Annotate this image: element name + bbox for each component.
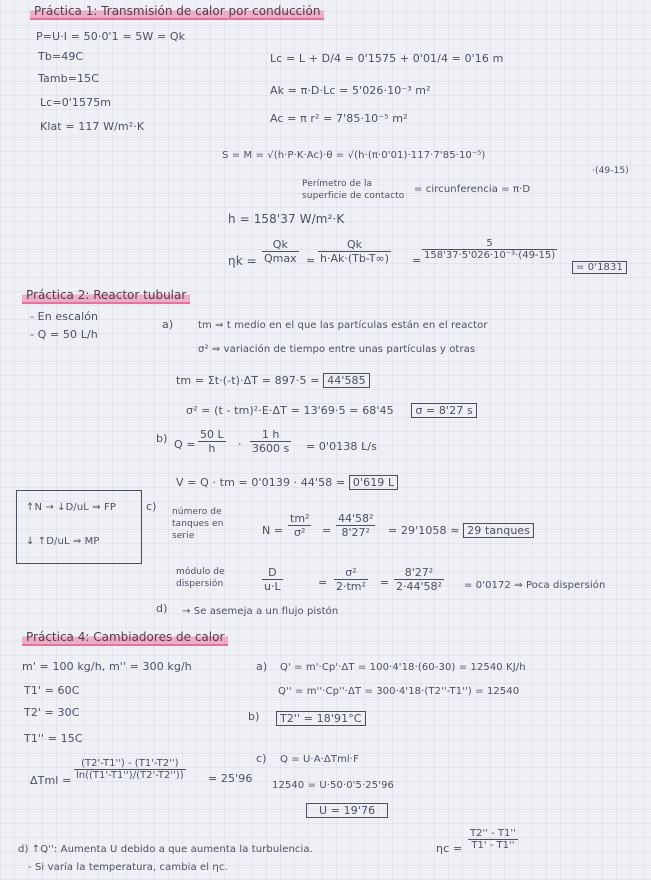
p1-s-eq: S = M = √(h·P·K·Ac)·θ = √(h·(π·0'01)·117·7'85·10⁻⁵) — [222, 150, 486, 161]
p2-n-frac-1 — [288, 512, 311, 539]
p2-mod-frac-2-num: σ² — [334, 566, 368, 580]
p2-n-lhs: N = — [262, 524, 284, 537]
p2-mod-frac-3-den: 2·44'58² — [396, 580, 442, 593]
p2-n-frac-1-den: σ² — [294, 526, 306, 539]
p4-a-label: a) — [256, 660, 268, 673]
p4-eta-den: T1' - T1'' — [471, 840, 515, 851]
p4-dtml-frac — [74, 758, 186, 781]
p1-s-right: ·(49-15) — [592, 166, 629, 176]
p1-eta-frac-2-num: Qk — [318, 238, 391, 252]
p2-n-frac-2 — [336, 512, 375, 539]
p2-n-result: 29 tanques — [463, 523, 534, 538]
p2-n-approx — [388, 524, 534, 537]
p2-tm-eq — [176, 374, 370, 387]
p2-d-text: → Se asemeja a un flujo pistón — [182, 606, 339, 617]
p2-q-frac-1-num: 50 L — [200, 428, 224, 441]
p2-tm-eq-text: tm = Σt·(-t)·ΔT = 897·5 = — [176, 374, 320, 387]
p2-q-frac-2 — [250, 428, 291, 455]
p4-dtml-rhs: = 25'96 — [208, 772, 253, 785]
p1-lc-eq: Lc = L + D/4 = 0'1575 + 0'01/4 = 0'16 m — [270, 52, 504, 65]
p2-sigma-eq-text: σ² = (t - tm)²·E·ΔT = 13'69·5 = 68'45 — [186, 404, 394, 417]
p2-mod-eq-sign-2: = — [380, 576, 390, 589]
p1-eta-eq-sign-2: = — [412, 254, 422, 267]
practica-4-title: Práctica 4: Cambiadores de calor — [22, 630, 228, 646]
p2-mod-frac-1 — [262, 566, 283, 593]
p4-dtml-num: (T2'-T1'') - (T1'-T2'') — [74, 758, 186, 770]
p2-q-rhs: = 0'0138 L/s — [306, 440, 377, 453]
p1-lc-value: Lc=0'1575m — [40, 96, 112, 109]
p2-mod-frac-3 — [394, 566, 444, 593]
p1-ak-eq: Ak = π·D·Lc = 5'026·10⁻³ m² — [270, 84, 431, 97]
p2-n-eq-sign: = — [322, 524, 332, 537]
p2-mod-frac-3-num: 8'27² — [394, 566, 444, 580]
p2-d-label: d) — [156, 602, 168, 615]
p1-eta-frac-1 — [262, 238, 299, 265]
p2-tm-result: 44'585 — [323, 373, 370, 388]
p4-eta-lhs: ηc = — [436, 842, 463, 855]
p2-condition-2: - Q = 50 L/h — [30, 328, 98, 341]
p4-eta-frac — [468, 828, 518, 851]
practica-1-title: Práctica 1: Transmisión de calor por conducción — [30, 4, 324, 20]
p4-b-label: b) — [248, 710, 260, 723]
p2-v-eq — [176, 476, 398, 489]
p2-v-eq-text: V = Q · tm = 0'0139 · 44'58 = — [176, 476, 346, 489]
p1-eta-frac-2 — [318, 238, 391, 265]
p2-q-frac-1 — [198, 428, 226, 455]
p4-dtml-lhs: ΔTml = — [30, 774, 72, 787]
p4-q1-eq: Q' = m'·Cp'·ΔT = 100·4'18·(60-30) = 12540 KJ/h — [280, 662, 526, 673]
p1-k: Klat = 117 W/m²·K — [40, 120, 145, 133]
p2-c-label: c) — [146, 500, 157, 513]
p1-tamb: Tamb=15C — [38, 72, 100, 85]
p4-c-label: c) — [256, 752, 267, 765]
p4-d-last: - Si varía la temperatura, cambia el ηc. — [28, 862, 228, 873]
p1-ac-eq: Ac = π r² = 7'85·10⁻⁵ m² — [270, 112, 408, 125]
p1-eta-frac-3 — [422, 238, 557, 261]
p1-eta-lhs: ηk = — [228, 254, 257, 268]
p1-eta-frac-3-num: 5 — [422, 238, 557, 250]
p2-a-label: a) — [162, 318, 174, 331]
p2-q-frac-2-num: 1 h — [250, 428, 291, 442]
p2-q-lhs: Q = — [174, 438, 196, 451]
p1-h-eq: h = 158'37 W/m²·K — [228, 212, 345, 226]
p2-condition-1: - En escalón — [30, 310, 99, 323]
p1-tb: Tb=49C — [38, 50, 84, 63]
p4-b-result: T2'' = 18'91°C — [276, 711, 366, 726]
p4-c-eq1: Q = U·A·ΔTml·F — [280, 754, 359, 765]
practica-2-title: Práctica 2: Reactor tubular — [22, 288, 190, 304]
p4-q2-eq: Q'' = m''·Cp''·ΔT = 300·4'18·(T2''-T1'') = 12540 — [278, 686, 520, 697]
p1-eta-result-box: = 0'1831 — [572, 261, 627, 274]
p2-tanques-label: número de tanques en serie — [172, 507, 224, 541]
p2-q-frac-1-den: h — [208, 442, 216, 455]
p2-n-frac-2-num: 44'58² — [338, 512, 374, 525]
p1-eta-frac-3-den: 158'37·5'026·10⁻³·(49-15) — [424, 250, 556, 261]
p1-eta-eq-sign: = — [306, 254, 316, 267]
p2-n-frac-1-num: tm² — [290, 512, 310, 525]
p1-eta-result — [572, 262, 627, 273]
p4-c-eq2: 12540 = U·50·0'5·25'96 — [272, 780, 394, 791]
p1-eta-frac-1-den: Qmax — [264, 252, 297, 265]
p2-n-approx-text: = 29'1058 ≈ — [388, 524, 460, 537]
p2-mod-result: = 0'0172 ⇒ Poca dispersión — [464, 580, 606, 591]
p4-c-result: U = 19'76 — [306, 803, 388, 818]
p2-mod-frac-2 — [334, 566, 368, 593]
p2-mod-frac-1-num: D — [262, 566, 283, 580]
p1-eta-frac-1-num: Qk — [262, 238, 299, 252]
p1-eta-frac-2-den: h·Ak·(Tb-T∞) — [320, 252, 389, 265]
p2-mod-frac-1-den: u·L — [264, 580, 281, 593]
p2-side-box-line-2: ↓ ↑D/uL ⇒ MP — [26, 536, 100, 547]
p2-sigma-result: σ = 8'27 s — [411, 403, 476, 418]
p2-n-frac-2-den: 8'27² — [341, 526, 370, 539]
p4-eta-num: T2'' - T1'' — [470, 828, 516, 839]
p1-power: P=U·I = 50·0'1 = 5W = Qk — [36, 30, 186, 43]
p1-perimetro-value: = circunferencia = π·D — [414, 184, 531, 195]
p4-t2p: T2' = 30C — [24, 706, 80, 719]
p2-mod-eq-sign: = — [318, 576, 328, 589]
p2-b-label: b) — [156, 432, 168, 445]
p2-sigma-eq — [186, 404, 477, 417]
p4-b-result-wrap — [276, 712, 366, 725]
p2-sigma-def: σ² ⇒ variación de tiempo entre unas partículas y otras — [198, 344, 476, 355]
p4-t1p: T1' = 60C — [24, 684, 80, 697]
p4-dtml-den: ln((T1'-T1'')/(T2'-T2'')) — [76, 770, 184, 781]
p2-modulo-label: módulo de dispersión — [176, 567, 225, 589]
p2-v-result: 0'619 L — [349, 475, 398, 490]
p4-d-text: d) ↑Q'': Aumenta U debido a que aumenta la turbulencia. — [18, 844, 313, 855]
p2-q-frac-2-den: 3600 s — [252, 442, 290, 455]
p4-flows: m' = 100 kg/h, m'' = 300 kg/h — [22, 660, 192, 673]
p2-q-times: · — [238, 438, 242, 451]
p4-c-result-wrap — [306, 804, 388, 817]
p2-tm-def: tm ⇒ t medio en el que las partículas están en el reactor — [198, 320, 488, 331]
p2-side-box-line-1: ↑N → ↓D/uL ⇒ FP — [26, 502, 116, 513]
p1-perimetro-label: Perímetro de la superficie de contacto — [302, 179, 405, 201]
p2-mod-frac-2-den: 2·tm² — [336, 580, 366, 593]
p4-t1pp: T1'' = 15C — [24, 732, 83, 745]
